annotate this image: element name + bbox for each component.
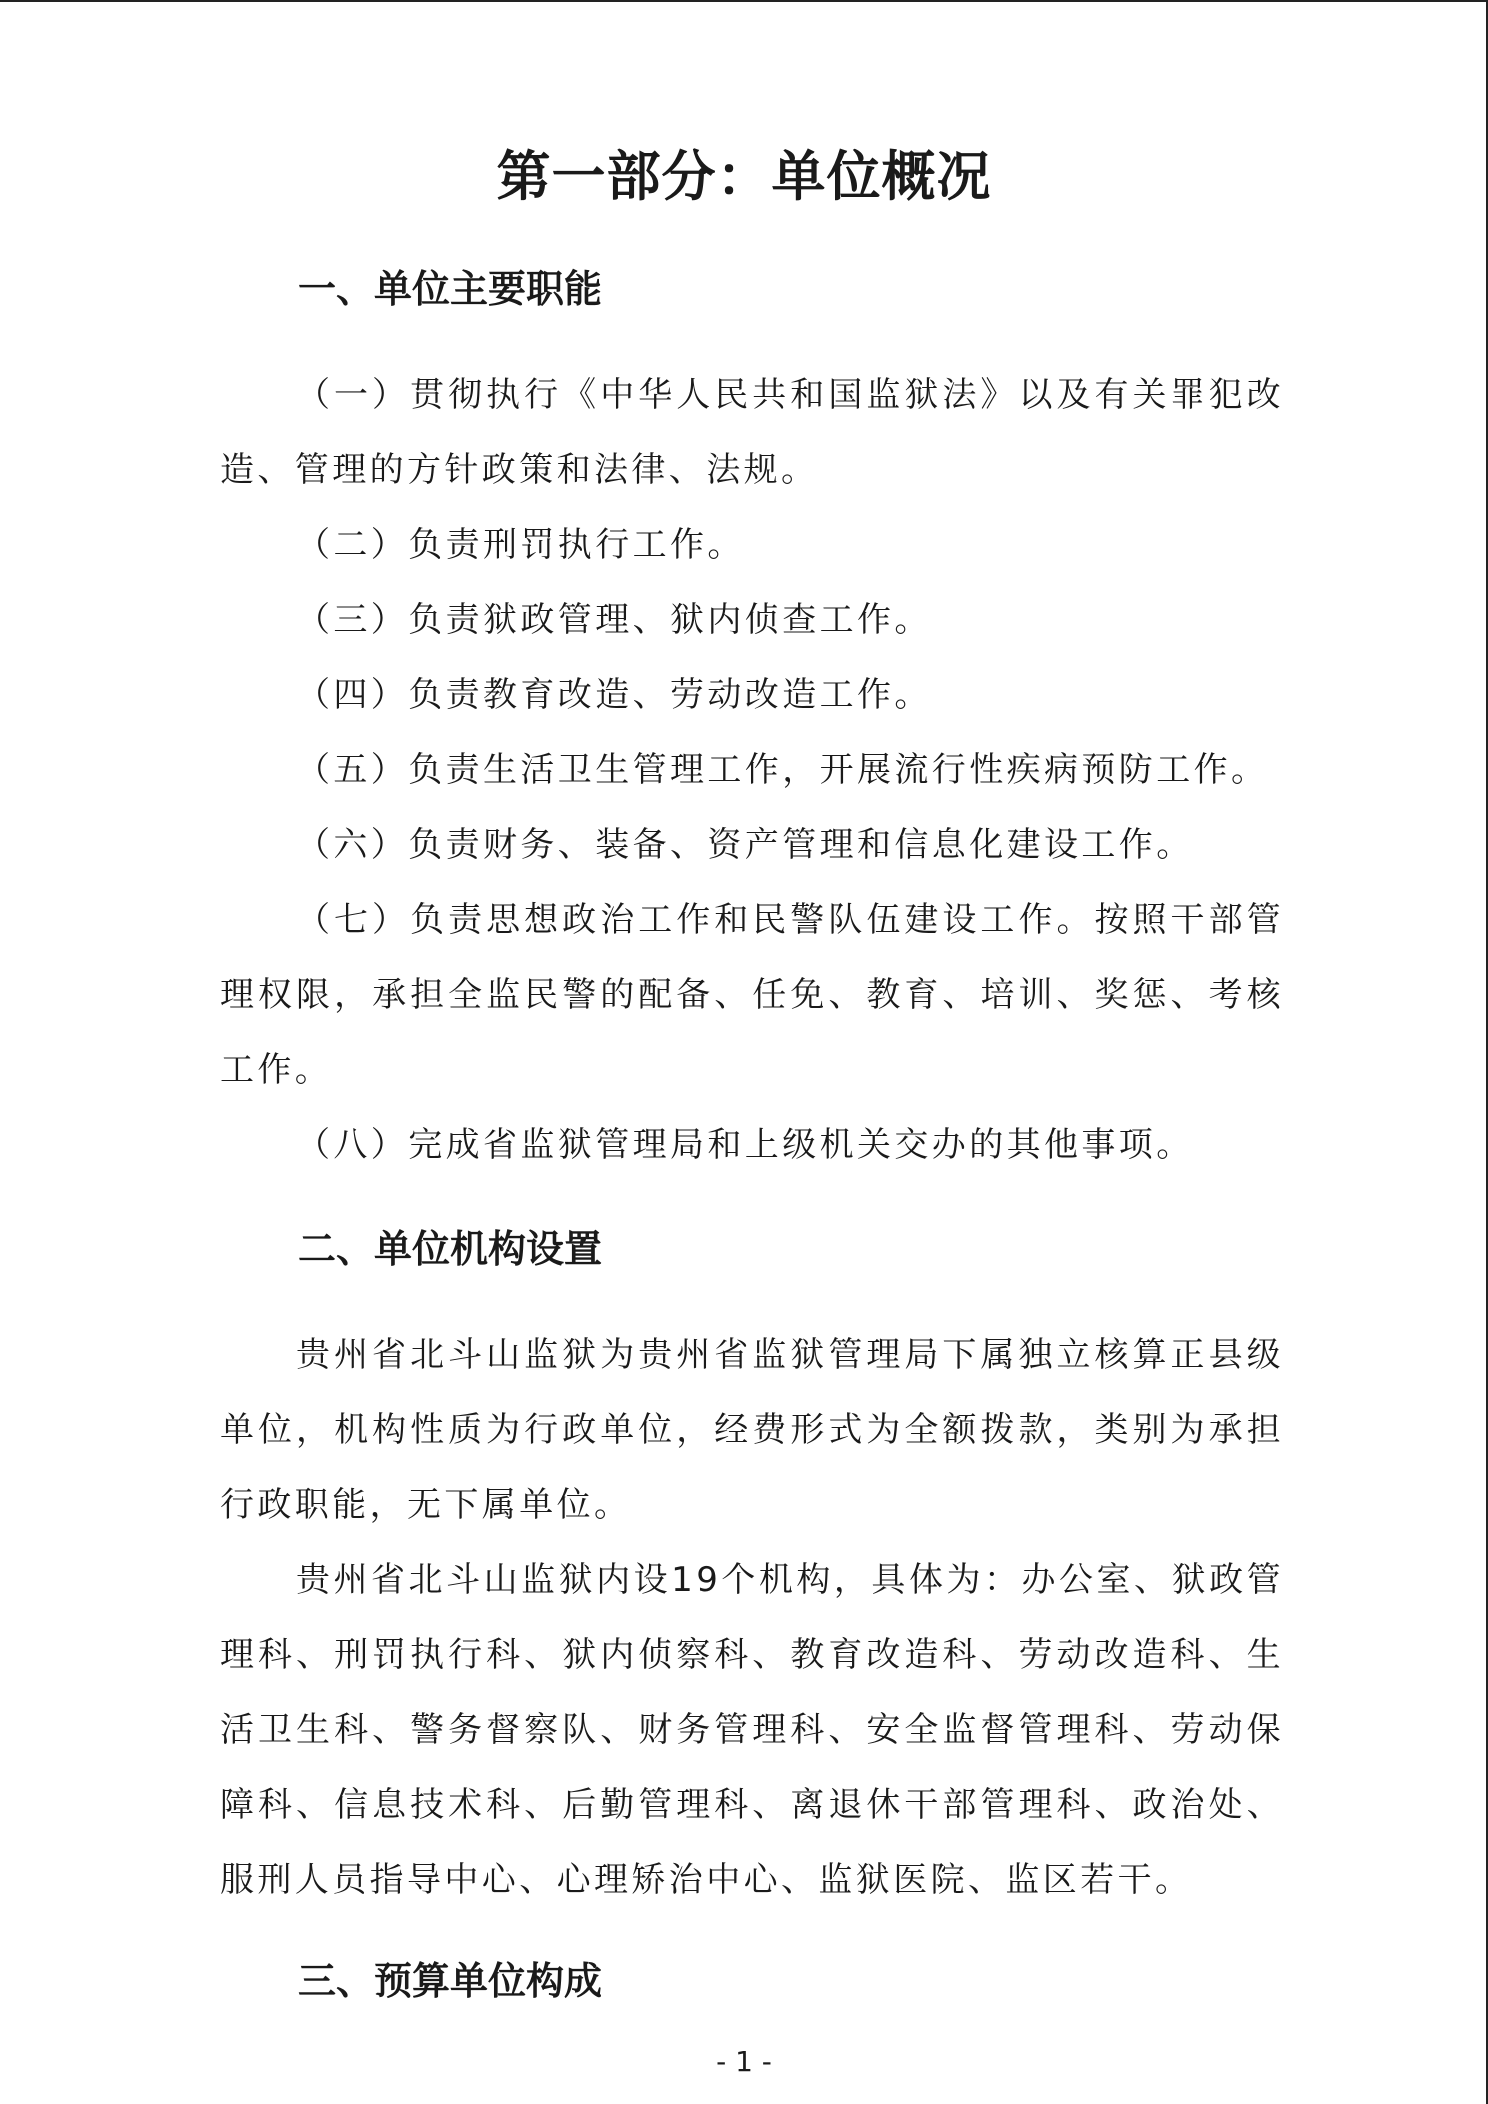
paragraph-organization-1: 贵州省北斗山监狱为贵州省监狱管理局下属独立核算正县级单位，机构性质为行政单位，经费形式为全额拨款，类别为承担行政职能，无下属单位。 — [220, 1335, 1284, 1525]
paragraph-function-3: （三）负责狱政管理、狱内侦查工作。 — [296, 600, 932, 640]
section-heading-organization: 二、单位机构设置 — [298, 1227, 603, 1271]
paragraph-function-7: （七）负责思想政治工作和民警队伍建设工作。按照干部管理权限，承担全监民警的配备、任免、教育、培训、奖惩、考核工作。 — [220, 900, 1284, 1090]
page-number: - 1 - — [716, 2045, 772, 2078]
section-heading-functions: 一、单位主要职能 — [298, 267, 603, 311]
paragraph-function-1: （一）贯彻执行《中华人民共和国监狱法》以及有关罪犯改造、管理的方针政策和法律、法规。 — [220, 375, 1284, 490]
paragraph-organization-2: 贵州省北斗山监狱内设19个机构，具体为：办公室、狱政管理科、刑罚执行科、狱内侦察科、教育改造科、劳动改造科、生活卫生科、警务督察队、财务管理科、安全监督管理科、劳动保障科、信息技术科、后勤管理科、离退休干部管理科、政治处、服刑人员指导中心、心理矫治中心、监狱医院、监区若干。 — [220, 1560, 1284, 1900]
paragraph-function-4: （四）负责教育改造、劳动改造工作。 — [296, 675, 932, 715]
page-title: 第一部分：单位概况 — [496, 145, 992, 208]
paragraph-function-8: （八）完成省监狱管理局和上级机关交办的其他事项。 — [296, 1125, 1194, 1165]
section-heading-budget-units: 三、预算单位构成 — [298, 1959, 603, 2003]
paragraph-function-6: （六）负责财务、装备、资产管理和信息化建设工作。 — [296, 825, 1194, 865]
paragraph-function-2: （二）负责刑罚执行工作。 — [296, 525, 745, 565]
paragraph-function-5: （五）负责生活卫生管理工作，开展流行性疾病预防工作。 — [296, 750, 1269, 790]
